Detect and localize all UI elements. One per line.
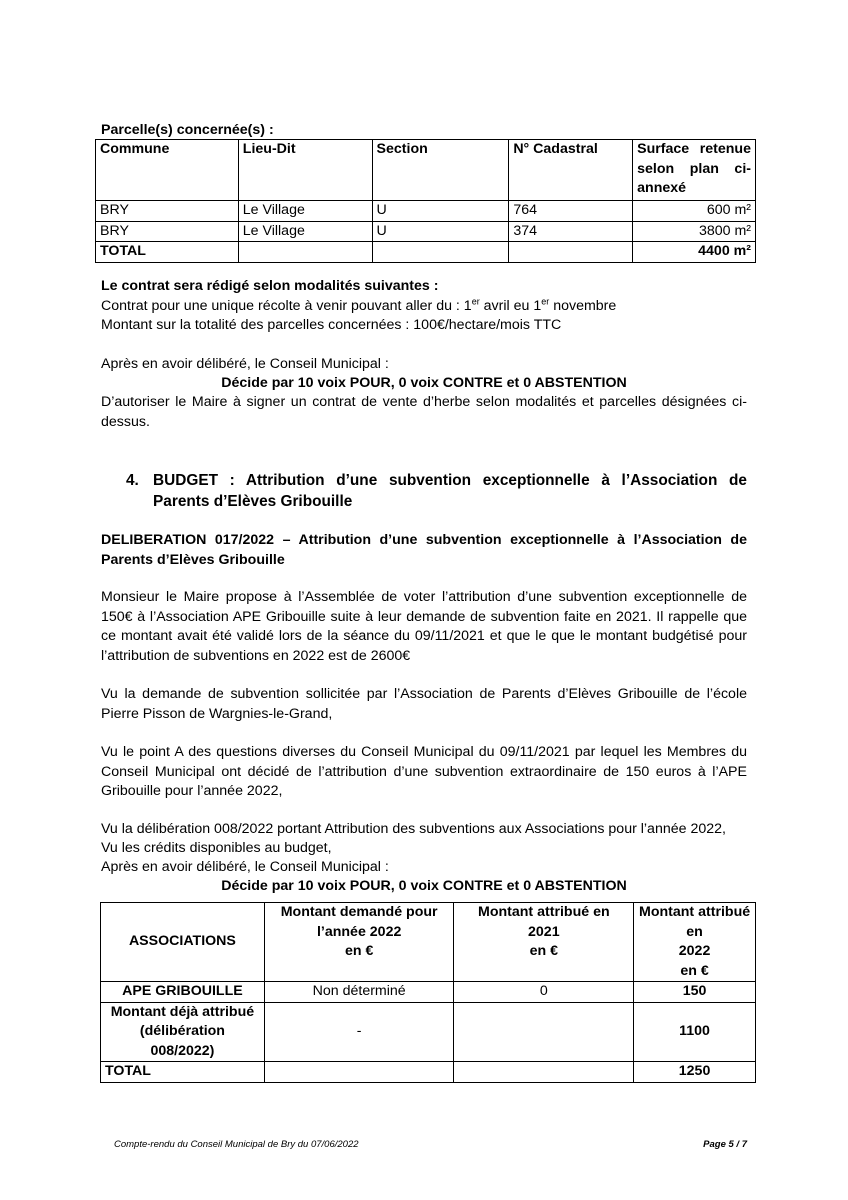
total-label: TOTAL <box>96 242 239 263</box>
cell-lieu: Le Village <box>238 201 372 222</box>
col-section: Section <box>372 140 509 201</box>
parcelles-header-row <box>96 140 756 201</box>
total-value: 1250 <box>634 1062 756 1083</box>
col-montant-2022: Montant attribué en 2022 en € <box>634 903 756 982</box>
col-montant-demande: Montant demandé pour l’année 2022 en € <box>264 903 454 982</box>
decision1-text: D’autoriser le Maire à signer un contrat de vente d’herbe selon modalités et parcelles désignées ci-dessus. <box>101 394 747 430</box>
section4-title: BUDGET : Attribution d’une subvention exceptionnelle à l’Association de Parents d’Elèves Gribouille <box>153 472 747 510</box>
col-associations: ASSOCIATIONS <box>101 903 265 982</box>
footer-page: Page 5 / 7 <box>703 1139 747 1150</box>
table-row <box>96 221 756 242</box>
footer-left: Compte-rendu du Conseil Municipal de Bry du 07/06/2022 <box>114 1139 359 1150</box>
cell-2021: 0 <box>454 982 634 1003</box>
deliberation-title: DELIBERATION 017/2022 – Attribution d’une subvention exceptionnelle à l’Association de Parents d’Elèves Gribouille <box>101 532 747 568</box>
parcelles-table <box>95 139 756 263</box>
deliberation-p4-l3: Après en avoir délibéré, le Conseil Municipal : <box>101 859 389 875</box>
decision1-intro: Après en avoir délibéré, le Conseil Municipal : <box>101 356 389 372</box>
cell-commune: BRY <box>96 221 239 242</box>
contrat-line1: Contrat pour une unique récolte à venir pouvant aller du : 1er avril eu 1er novembre <box>101 296 617 314</box>
section4-number: 4. <box>126 472 139 489</box>
total-value: 4400 m² <box>633 242 756 263</box>
cell-2021 <box>454 1002 634 1062</box>
col-commune: Commune <box>96 140 239 201</box>
col-lieu-dit: Lieu-Dit <box>238 140 372 201</box>
cell-cadastral: 764 <box>509 201 633 222</box>
table-row <box>96 201 756 222</box>
cell-cadastral: 374 <box>509 221 633 242</box>
col-montant-2021: Montant attribué en 2021 en € <box>454 903 634 982</box>
cell-association: Montant déjà attribué (délibération 008/2022) <box>101 1002 265 1062</box>
deliberation-p4-l1: Vu la délibération 008/2022 portant Attribution des subventions aux Associations pour l’année 2022, <box>101 821 726 837</box>
cell-association: APE GRIBOUILLE <box>101 982 265 1003</box>
col-cadastral: N° Cadastral <box>509 140 633 201</box>
deliberation-p1: Monsieur le Maire propose à l’Assemblée de voter l’attribution d’une subvention exceptionnelle de 150€ à l’Association APE Gribouille suite à leur demande de subvention faite en 2021. Il rappelle que ce montant avait été validé lors de la séance du 09/11/2021 et que le que le montant budgétisé pour l’attribution de subventions en 2022 est de 2600€ <box>101 589 747 664</box>
parcelles-heading: Parcelle(s) concernée(s) : <box>101 122 274 138</box>
cell-section: U <box>372 201 509 222</box>
cell-2022: 1100 <box>634 1002 756 1062</box>
deliberation-p3: Vu le point A des questions diverses du Conseil Municipal du 09/11/2021 par lequel les Membres du Conseil Municipal ont décidé de l’attribution d’une subvention extraordinaire de 150 euros à l’APE Gribouille pour l’année 2022, <box>101 744 747 799</box>
cell-commune: BRY <box>96 201 239 222</box>
cell-surface: 3800 m² <box>633 221 756 242</box>
table-row <box>101 1002 756 1062</box>
cell-section: U <box>372 221 509 242</box>
table-row <box>101 982 756 1003</box>
deliberation-p4-l2: Vu les crédits disponibles au budget, <box>101 840 332 856</box>
total-row <box>96 242 756 263</box>
cell-surface: 600 m² <box>633 201 756 222</box>
deliberation-vote: Décide par 10 voix POUR, 0 voix CONTRE et 0 ABSTENTION <box>221 878 627 894</box>
cell-demande: - <box>264 1002 454 1062</box>
subventions-table <box>100 902 756 1083</box>
cell-demande: Non déterminé <box>264 982 454 1003</box>
cell-2022: 150 <box>634 982 756 1003</box>
cell-lieu: Le Village <box>238 221 372 242</box>
col-surface: Surface retenue selon plan ci-annexé <box>633 140 756 201</box>
contrat-heading: Le contrat sera rédigé selon modalités suivantes : <box>101 278 439 294</box>
total-row <box>101 1062 756 1083</box>
total-label: TOTAL <box>101 1062 265 1083</box>
decision1-vote: Décide par 10 voix POUR, 0 voix CONTRE et 0 ABSTENTION <box>221 375 627 391</box>
deliberation-p2: Vu la demande de subvention sollicitée par l’Association de Parents d’Elèves Gribouille de l’école Pierre Pisson de Wargnies-le-Grand, <box>101 686 747 722</box>
contrat-line2: Montant sur la totalité des parcelles concernées : 100€/hectare/mois TTC <box>101 317 562 333</box>
subventions-header-row <box>101 903 756 982</box>
